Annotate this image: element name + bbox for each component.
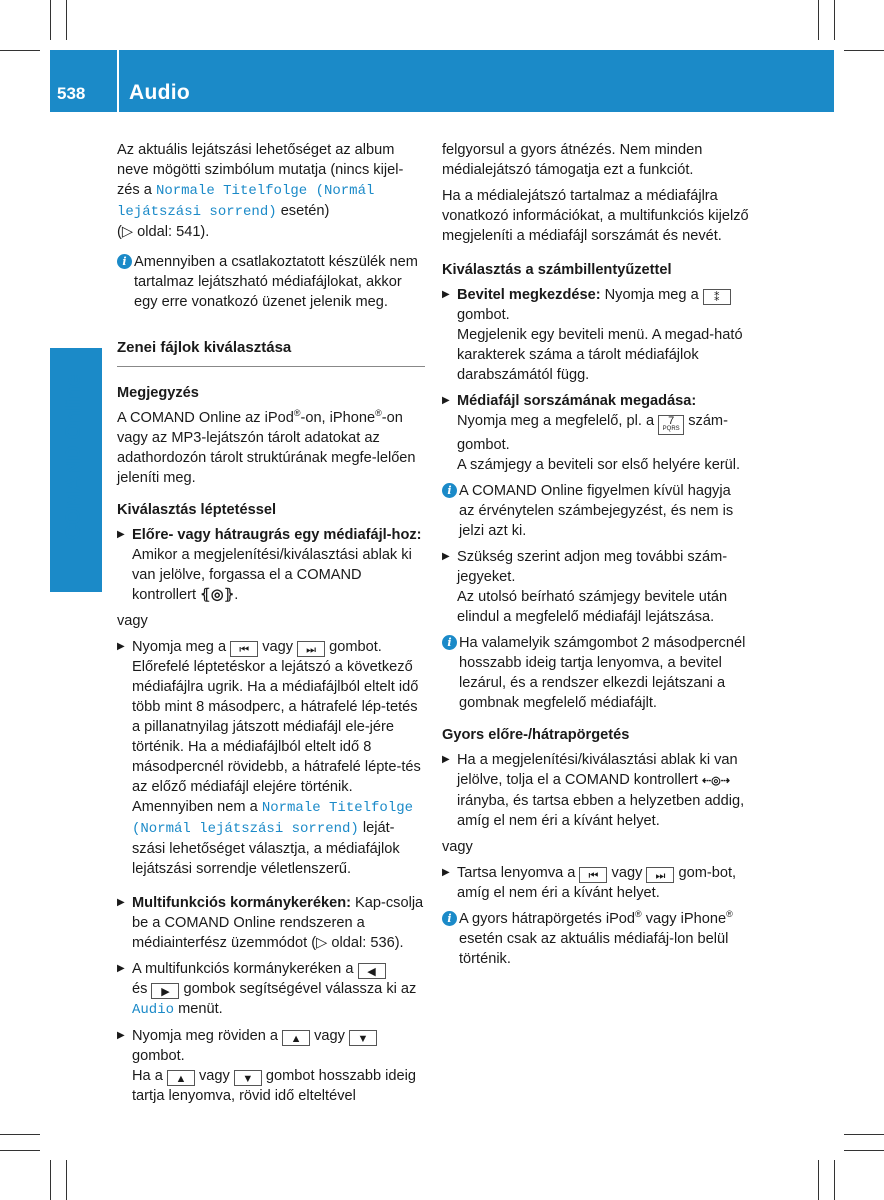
paragraph: Ha a médialejátszó tartalmaz a médiafájlra vonatkozó információkat, a multifunkciós kijelző megjeleníti a médiafájl sorszámát és nevét.	[442, 188, 749, 244]
left-column	[117, 140, 425, 1112]
info-note	[442, 909, 750, 969]
item-text: Szükség szerint adjon meg további szám-jegyeket.	[457, 549, 728, 585]
item-bold: Multifunkciós kormánykeréken:	[132, 895, 351, 911]
chapter-label: COMAND Online	[62, 374, 85, 540]
item-text: gombot.	[132, 1048, 185, 1064]
item-text: és	[132, 981, 152, 997]
subheading: Gyors előre-/hátrapörgetés	[442, 727, 630, 743]
crop-mark	[818, 1160, 819, 1200]
info-text: A COMAND Online figyelmen kívül hagyja az érvénytelen számbejegyzést, és nem is jelzi azt ki.	[459, 483, 734, 539]
list-item	[442, 750, 750, 831]
item-bold: Médiafájl sorszámának megadása:	[457, 393, 697, 409]
item-text: gom-bot, amíg el nem éri a kívánt helyet.	[457, 865, 737, 901]
item-text: leját-szási lehetőséget választja, a médiafájlok lejátszási sorrendje véletlenszerű.	[132, 820, 400, 877]
crop-mark	[50, 1160, 51, 1200]
crop-mark	[818, 0, 819, 40]
info-note	[442, 633, 750, 713]
hash-key-icon: ⁑	[703, 289, 731, 305]
crop-mark	[0, 1150, 40, 1151]
note-text: A COMAND Online az iPod	[117, 410, 294, 426]
crop-mark	[50, 0, 51, 40]
up-arrow-key-icon: ▲	[282, 1030, 310, 1046]
skip-forward-key-icon: ⏭	[297, 641, 325, 657]
info-text: Amennyiben a csatlakoztatott készülék nem tartalmaz lejátszható médiafájlokat, akkor egy erre vonatkozó üzenet jelenik meg.	[134, 254, 418, 310]
item-text: irányba, és tartsa ebben a helyzetben addig, amíg el nem éri a kívánt helyet.	[457, 793, 745, 829]
or-text: vagy	[117, 613, 148, 629]
intro-text: Az aktuális lejátszási lehetőséget az album neve mögötti szimbólum mutatja (nincs kijel-zés a	[117, 142, 404, 198]
subheading: Megjegyzés	[117, 385, 199, 401]
item-text: A számjegy a beviteli sor első helyére kerül.	[457, 457, 741, 473]
info-text: A gyors hátrapörgetés iPod	[459, 911, 636, 927]
item-text: Megjelenik egy beviteli menü. A megad-ható karakterek száma a tárolt médiafájlok darabszámától függ.	[457, 327, 743, 383]
controller-slide-icon: ⇠◎⇢	[701, 775, 730, 787]
list-item	[442, 285, 750, 385]
up-arrow-key-icon: ▲	[167, 1070, 195, 1086]
list-item	[117, 893, 425, 953]
page-title: Audio	[129, 81, 190, 104]
number-7-key-icon	[658, 415, 684, 435]
info-icon: i	[442, 483, 457, 498]
list-item	[117, 1026, 425, 1106]
info-icon: i	[442, 911, 457, 926]
info-note	[117, 252, 425, 312]
skip-forward-key-icon: ⏭	[646, 867, 674, 883]
info-text: vagy iPhone	[641, 911, 727, 927]
item-text: A multifunkciós kormánykeréken a	[132, 961, 358, 977]
registered-mark: ®	[293, 408, 301, 419]
audio-menu-link: Audio	[132, 1002, 175, 1018]
item-text: gombok segítségével válassza ki az	[179, 981, 417, 997]
left-arrow-key-icon: ◀	[358, 963, 386, 979]
item-bold: Előre- vagy hátraugrás egy médiafájl-hoz:	[132, 527, 422, 543]
item-text: Nyomja meg a megfelelő, pl. a	[457, 413, 659, 429]
item-text: vagy	[310, 1028, 349, 1044]
item-text: Az utolsó beírható számjegy bevitele után elindul a megfelelő médiafájl lejátszása.	[457, 589, 728, 625]
item-text: Nyomja meg a	[132, 639, 231, 655]
right-arrow-key-icon: ▶	[151, 983, 179, 999]
list-item	[117, 637, 425, 879]
playback-option-link: Normale Titelfolge (Normál lejátszási sorrend)	[117, 183, 375, 220]
note-text: -on vagy az MP3-lejátszón tárolt adatokat az adathordozón tárolt struktúrának megfe-lelően jeleníti meg.	[117, 410, 416, 486]
intro-paragraph	[117, 140, 425, 242]
intro-text-end: esetén)	[276, 203, 330, 219]
item-text: vagy	[607, 865, 647, 881]
key-letters: PQRS	[662, 426, 680, 432]
info-text: esetén csak az aktuális médiafáj-lon belül történik.	[459, 931, 729, 967]
playback-option-link: Normale Titelfolge (Normál lejátszási sorrend)	[132, 800, 414, 837]
info-note	[442, 481, 750, 541]
info-icon: i	[117, 254, 132, 269]
item-text: gombot hosszabb ideig tartja lenyomva, rövid idő elteltével	[132, 1068, 416, 1104]
right-column	[442, 140, 750, 975]
item-text: gombot.	[325, 639, 382, 655]
page-reference: (▷ oldal: 541).	[117, 224, 210, 240]
crop-mark	[0, 1134, 40, 1135]
item-text: menüt.	[174, 1001, 223, 1017]
subheading: Kiválasztás a számbillentyűzettel	[442, 262, 672, 278]
crop-mark	[66, 1160, 67, 1200]
item-text: Amikor a megjelenítési/kiválasztási ablak ki van jelölve, forgassa el a COMAND kontrollert	[132, 547, 412, 603]
item-text: Előrefelé léptetéskor a lejátszó a következő médiafájlra ugrik. Ha a médiafájlból eltelt idő több mint 8 másodperc, a hátrafelé lép-tetés a pillanatnyilag játszott médiafájl ele-jére történik. Ha a médiafájlból eltelt idő 8 másodpercnél rövidebb, a hátrafelé lépte-tés az előző médiafájl elejére történik. Amennyiben nem a	[132, 659, 421, 815]
crop-mark	[844, 1134, 884, 1135]
item-text: Ha a megjelenítési/kiválasztási ablak ki van jelölve, tolja el a COMAND kontrollert	[457, 752, 738, 788]
list-item	[117, 959, 425, 1020]
item-text: vagy	[258, 639, 298, 655]
registered-mark: ®	[635, 909, 642, 920]
subheading: Kiválasztás léptetéssel	[117, 502, 276, 518]
info-icon: i	[442, 635, 457, 650]
item-text: vagy	[194, 1068, 234, 1084]
skip-back-key-icon: ⏮	[579, 867, 607, 883]
registered-mark: ®	[726, 909, 733, 920]
item-text: Nyomja meg röviden a	[132, 1028, 283, 1044]
note-paragraph	[117, 408, 425, 488]
page-number: 538	[57, 84, 86, 103]
item-text: gombot.	[457, 307, 510, 323]
section-heading: Zenei fájlok kiválasztása	[117, 338, 425, 367]
item-text: Tartsa lenyomva a	[457, 865, 580, 881]
list-item	[442, 391, 750, 475]
list-item	[442, 547, 750, 627]
crop-mark	[844, 50, 884, 51]
info-text: Ha valamelyik számgombot 2 másodpercnél hosszabb ideig tartja lenyomva, a bevitel lezárul, és a rendszer elkezdi lejátszani a gombnak megfelelő médiafájlt.	[459, 635, 746, 711]
or-text: vagy	[442, 839, 473, 855]
paragraph: felgyorsul a gyors átnézés. Nem minden médialejátszó támogatja ezt a funkciót.	[442, 142, 703, 178]
item-text: Ha a	[132, 1068, 167, 1084]
registered-mark: ®	[375, 408, 382, 419]
down-arrow-key-icon: ▼	[234, 1070, 262, 1086]
crop-mark	[834, 0, 835, 40]
crop-mark	[66, 0, 67, 40]
down-arrow-key-icon: ▼	[349, 1030, 377, 1046]
note-text: -on, iPhone	[300, 410, 376, 426]
crop-mark	[834, 1160, 835, 1200]
item-bold: Bevitel megkezdése:	[457, 287, 601, 303]
list-item	[117, 525, 425, 605]
item-text: Nyomja meg a	[600, 287, 703, 303]
header-divider	[117, 50, 119, 112]
crop-mark	[844, 1150, 884, 1151]
crop-mark	[0, 50, 40, 51]
item-text: szám-gombot.	[457, 413, 728, 453]
skip-back-key-icon: ⏮	[230, 641, 258, 657]
list-item	[442, 863, 750, 903]
item-text: Kap-csolja be a COMAND Online rendszeren a médiainterfész üzemmódot (▷ oldal: 536).	[132, 895, 424, 951]
key-digit: 7	[668, 415, 675, 427]
controller-rotate-icon: ⦃◎⦄	[200, 587, 235, 603]
item-text: .	[234, 587, 239, 603]
